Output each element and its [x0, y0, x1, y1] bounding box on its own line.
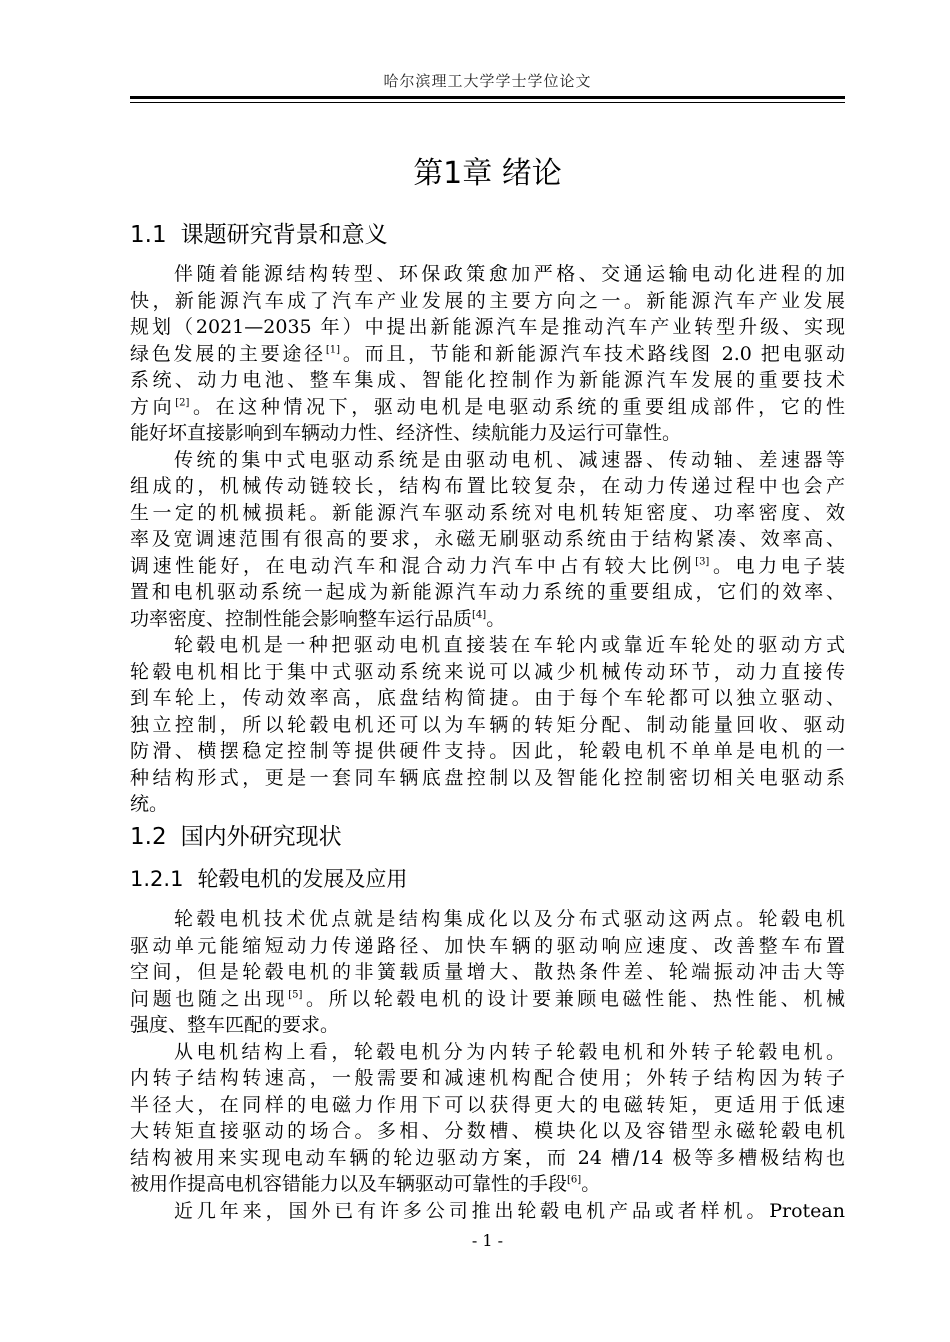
paragraph-line: 规划（2021—2035 年）中提出新能源汽车是推动汽车产业转型升级、实现	[130, 316, 845, 338]
line-text: 。电力电子装	[709, 554, 845, 577]
paragraph-line	[130, 606, 845, 633]
line-text: 问题也随之出现	[130, 987, 289, 1010]
paragraph-line	[130, 986, 845, 1013]
chapter-title: 第1章 绪论	[413, 156, 562, 191]
header-rule-thick	[130, 96, 845, 99]
paragraph-line: 轮毂电机相比于集中式驱动系统来说可以减少机械传动环节，动力直接传	[130, 660, 845, 683]
paragraph-line: 防滑、横摆稳定控制等提供硬件支持。因此，轮毂电机不单单是电机的一	[130, 740, 845, 762]
section-title: 课题研究背景和意义	[180, 222, 388, 248]
paragraph-line: 率及宽调速范围有很高的要求，永磁无刷驱动系统由于结构紧凑、效率高、	[130, 528, 845, 550]
header-rule-thin	[130, 102, 845, 103]
line-text: 功率密度、控制性能会影响整车运行品质	[130, 607, 473, 630]
line-text: 。而且，节能和新能源汽车技术路线图 2.0 把电驱动	[340, 342, 845, 365]
line-text: 方向	[130, 395, 176, 418]
paragraph-line	[130, 341, 845, 368]
line-text: 调速性能好，在电动汽车和混合动力汽车中占有较大比例	[130, 554, 696, 577]
section-heading-1-1	[130, 218, 388, 252]
paragraph-line	[130, 553, 845, 580]
paragraph-background-1	[130, 261, 845, 447]
paragraph-line: 半径大，在同样的电磁力作用下可以获得更大的电磁转矩，更适用于低速	[130, 1093, 845, 1116]
paragraph-background-3	[130, 632, 845, 818]
paragraph-line: 置和电机驱动系统一起成为新能源汽车动力系统的重要组成，它们的效率、	[130, 581, 845, 603]
paragraph-line: 系统、动力电池、整车集成、智能化控制作为新能源汽车发展的重要技术	[130, 369, 845, 391]
paragraph-line: 近几年来，国外已有许多公司推出轮毂电机产品或者样机。Protean	[174, 1199, 845, 1222]
running-header: 哈尔滨理工大学学士学位论文	[383, 72, 592, 90]
line-text: 。所以轮毂电机的设计要兼顾电磁性能、热性能、机械	[302, 987, 845, 1010]
paragraph-line: 伴随着能源结构转型、环保政策愈加严格、交通运输电动化进程的加	[174, 263, 845, 285]
section-heading-1-2	[130, 820, 342, 854]
citation-ref: [1]	[325, 344, 341, 356]
subsection-heading-1-2-1	[130, 862, 407, 896]
paragraph-line: 从电机结构上看，轮毂电机分为内转子轮毂电机和外转子轮毂电机。	[174, 1040, 845, 1063]
line-text: 绿色发展的主要途径	[130, 342, 326, 365]
paragraph-line: 能好坏直接影响到车辆动力性、经济性、续航能力及运行可靠性。	[130, 422, 682, 444]
citation-ref: [2]	[175, 397, 190, 409]
paragraph-in-wheel-3	[130, 1198, 845, 1225]
citation-ref: [4]	[472, 609, 487, 621]
line-text: 。	[486, 607, 506, 630]
paragraph-line: 内转子结构转速高，一般需要和减速机构配合使用；外转子结构因为转子	[130, 1067, 845, 1089]
subsection-number: 1.2.1	[130, 867, 184, 891]
paragraph-in-wheel-1	[130, 906, 845, 1039]
paragraph-line: 种结构形式，更是一套同车辆底盘控制以及智能化控制密切相关电驱动系	[130, 766, 845, 789]
paragraph-line: 独立控制，所以轮毂电机还可以为车辆的转矩分配、制动能量回收、驱动	[130, 713, 845, 736]
paragraph-background-2	[130, 447, 845, 633]
paragraph-line: 统。	[130, 793, 169, 815]
paragraph-line: 结构被用来实现电动车辆的轮边驱动方案，而 24 槽/14 极等多槽极结构也	[130, 1146, 845, 1169]
paragraph-line: 快，新能源汽车成了汽车产业发展的主要方向之一。新能源汽车产业发展	[130, 289, 845, 312]
subsection-title: 轮毂电机的发展及应用	[197, 867, 408, 891]
citation-ref: [5]	[288, 989, 303, 1001]
paragraph-line	[130, 1171, 845, 1198]
paragraph-line	[130, 394, 845, 421]
paragraph-line: 轮毂电机技术优点就是结构集成化以及分布式驱动这两点。轮毂电机	[174, 908, 845, 930]
page-number: - 1 -	[471, 1231, 504, 1250]
citation-ref: [6]	[567, 1174, 582, 1186]
paragraph-line: 空间，但是轮毂电机的非簧载质量增大、散热条件差、轮端振动冲击大等	[130, 961, 845, 983]
section-number: 1.1	[130, 222, 167, 248]
paragraph-line: 驱动单元能缩短动力传递路径、加快车辆的驱动响应速度、改善整车布置	[130, 934, 845, 957]
paragraph-line: 到车轮上，传动效率高，底盘结构简捷。由于每个车轮都可以独立驱动、	[130, 687, 845, 709]
paragraph-line: 轮毂电机是一种把驱动电机直接装在车轮内或靠近车轮处的驱动方式	[174, 634, 845, 656]
paragraph-line: 大转矩直接驱动的场合。多相、分数槽、模块化以及容错型永磁轮毂电机	[130, 1120, 845, 1142]
paragraph-line: 传统的集中式电驱动系统是由驱动电机、减速器、传动轴、差速器等	[174, 448, 845, 471]
citation-ref: [3]	[695, 556, 710, 568]
paragraph-line: 强度、整车匹配的要求。	[130, 1014, 340, 1036]
section-title: 国内外研究现状	[180, 824, 342, 850]
line-text: 。在这种情况下，驱动电机是电驱动系统的重要组成部件，它的性	[189, 395, 845, 418]
paragraph-line: 组成的，机械传动链较长，结构布置比较复杂，在动力传递过程中也会产	[130, 475, 845, 497]
line-text: 被用作提高电机容错能力以及车辆驱动可靠性的手段	[130, 1173, 568, 1195]
line-text: 。	[581, 1173, 601, 1195]
section-number: 1.2	[130, 824, 167, 850]
paragraph-line: 生一定的机械损耗。新能源汽车驱动系统对电机转矩密度、功率密度、效	[130, 501, 845, 524]
paragraph-in-wheel-2	[130, 1039, 845, 1198]
